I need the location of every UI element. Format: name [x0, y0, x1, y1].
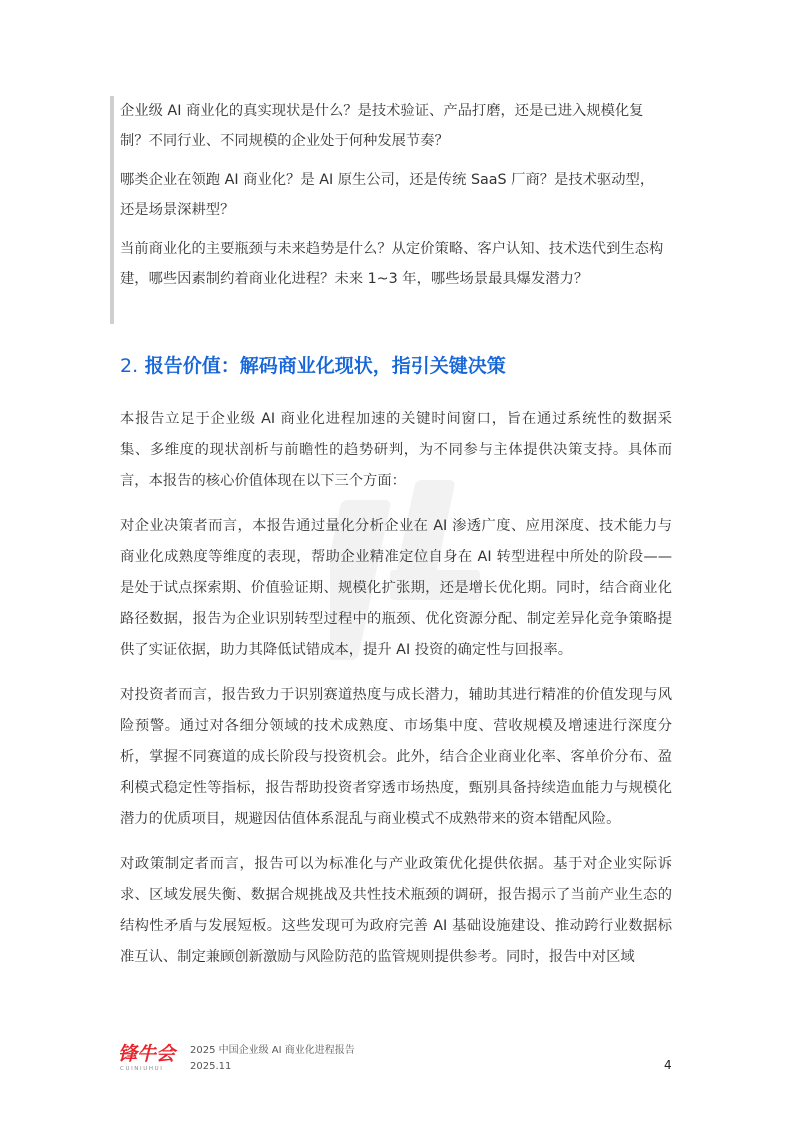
- body-paragraph-4: 对政策制定者而言，报告可以为标准化与产业政策优化提供依据。基于对企业实际诉求、区域发展失衡、数据合规挑战及共性技术瓶颈的调研，报告揭示了当前产业生态的结构性矛盾与发展短板。这些发现可为政府完善 AI 基础设施建设、推动跨行业数据标准互认、制定兼顾创新激励与风险防范的监管规则提供参考。同时，报告中对区域: [120, 856, 672, 965]
- body-paragraph-3: 对投资者而言，报告致力于识别赛道热度与成长潜力，辅助其进行精准的价值发现与风险预警。通过对各细分领域的技术成熟度、市场集中度、营收规模及增速进行深度分析，掌握不同赛道的成长阶段与投资机会。此外，结合企业商业化率、客单价分布、盈利模式稳定性等指标，报告帮助投资者穿透市场热度，甄别具备持续造血能力与规模化潜力的优质项目，规避因估值体系混乱与商业模式不成熟带来的资本错配风险。: [120, 687, 672, 827]
- footer-report-title: 2025 中国企业级 AI 商业化进程报告: [190, 1045, 355, 1056]
- section-number: 2.: [120, 355, 139, 377]
- quote-paragraph-1: 企业级 AI 商业化的真实现状是什么？是技术验证、产品打磨，还是已进入规模化复制？不同行业、不同规模的企业处于何种发展节奏？: [120, 103, 644, 149]
- footer-date: 2025.11: [190, 1061, 232, 1072]
- section-heading: [120, 348, 506, 384]
- blockquote: [110, 96, 670, 324]
- logo-subtext: CUINIUHUI: [120, 1066, 164, 1072]
- body-paragraph-2: 对企业决策者而言，本报告通过量化分析企业在 AI 渗透广度、应用深度、技术能力与商业化成熟度等维度的表现，帮助企业精准定位自身在 AI 转型进程中所处的阶段——是处于试点探索期、价值验证期、规模化扩张期，还是增长优化期。同时，结合商业化路径数据，报告为企业识别转型过程中的瓶颈、优化资源分配、制定差异化竞争策略提供了实证依据，助力其降低试错成本，提升 AI 投资的确定性与回报率。: [120, 518, 672, 658]
- section-title: 报告价值：解码商业化现状，指引关键决策: [144, 355, 506, 377]
- page-number: 4: [664, 1058, 672, 1072]
- logo-text: 锋牛会: [118, 1043, 176, 1065]
- quote-paragraph-3: 当前商业化的主要瓶颈与未来趋势是什么？从定价策略、客户认知、技术迭代到生态构建，哪些因素制约着商业化进程？未来 1~3 年，哪些场景最具爆发潜力？: [120, 241, 664, 287]
- cuiniuhui-logo-icon: [118, 1040, 184, 1072]
- section-body: [120, 404, 672, 973]
- quote-paragraph-2: 哪类企业在领跑 AI 商业化？是 AI 原生公司，还是传统 SaaS 厂商？是技术驱动型，还是场景深耕型？: [120, 172, 655, 218]
- body-paragraph-1: 本报告立足于企业级 AI 商业化进程加速的关键时间窗口，旨在通过系统性的数据采集、多维度的现状剖析与前瞻性的趋势研判，为不同参与主体提供决策支持。具体而言，本报告的核心价值体现在以下三个方面：: [120, 411, 672, 489]
